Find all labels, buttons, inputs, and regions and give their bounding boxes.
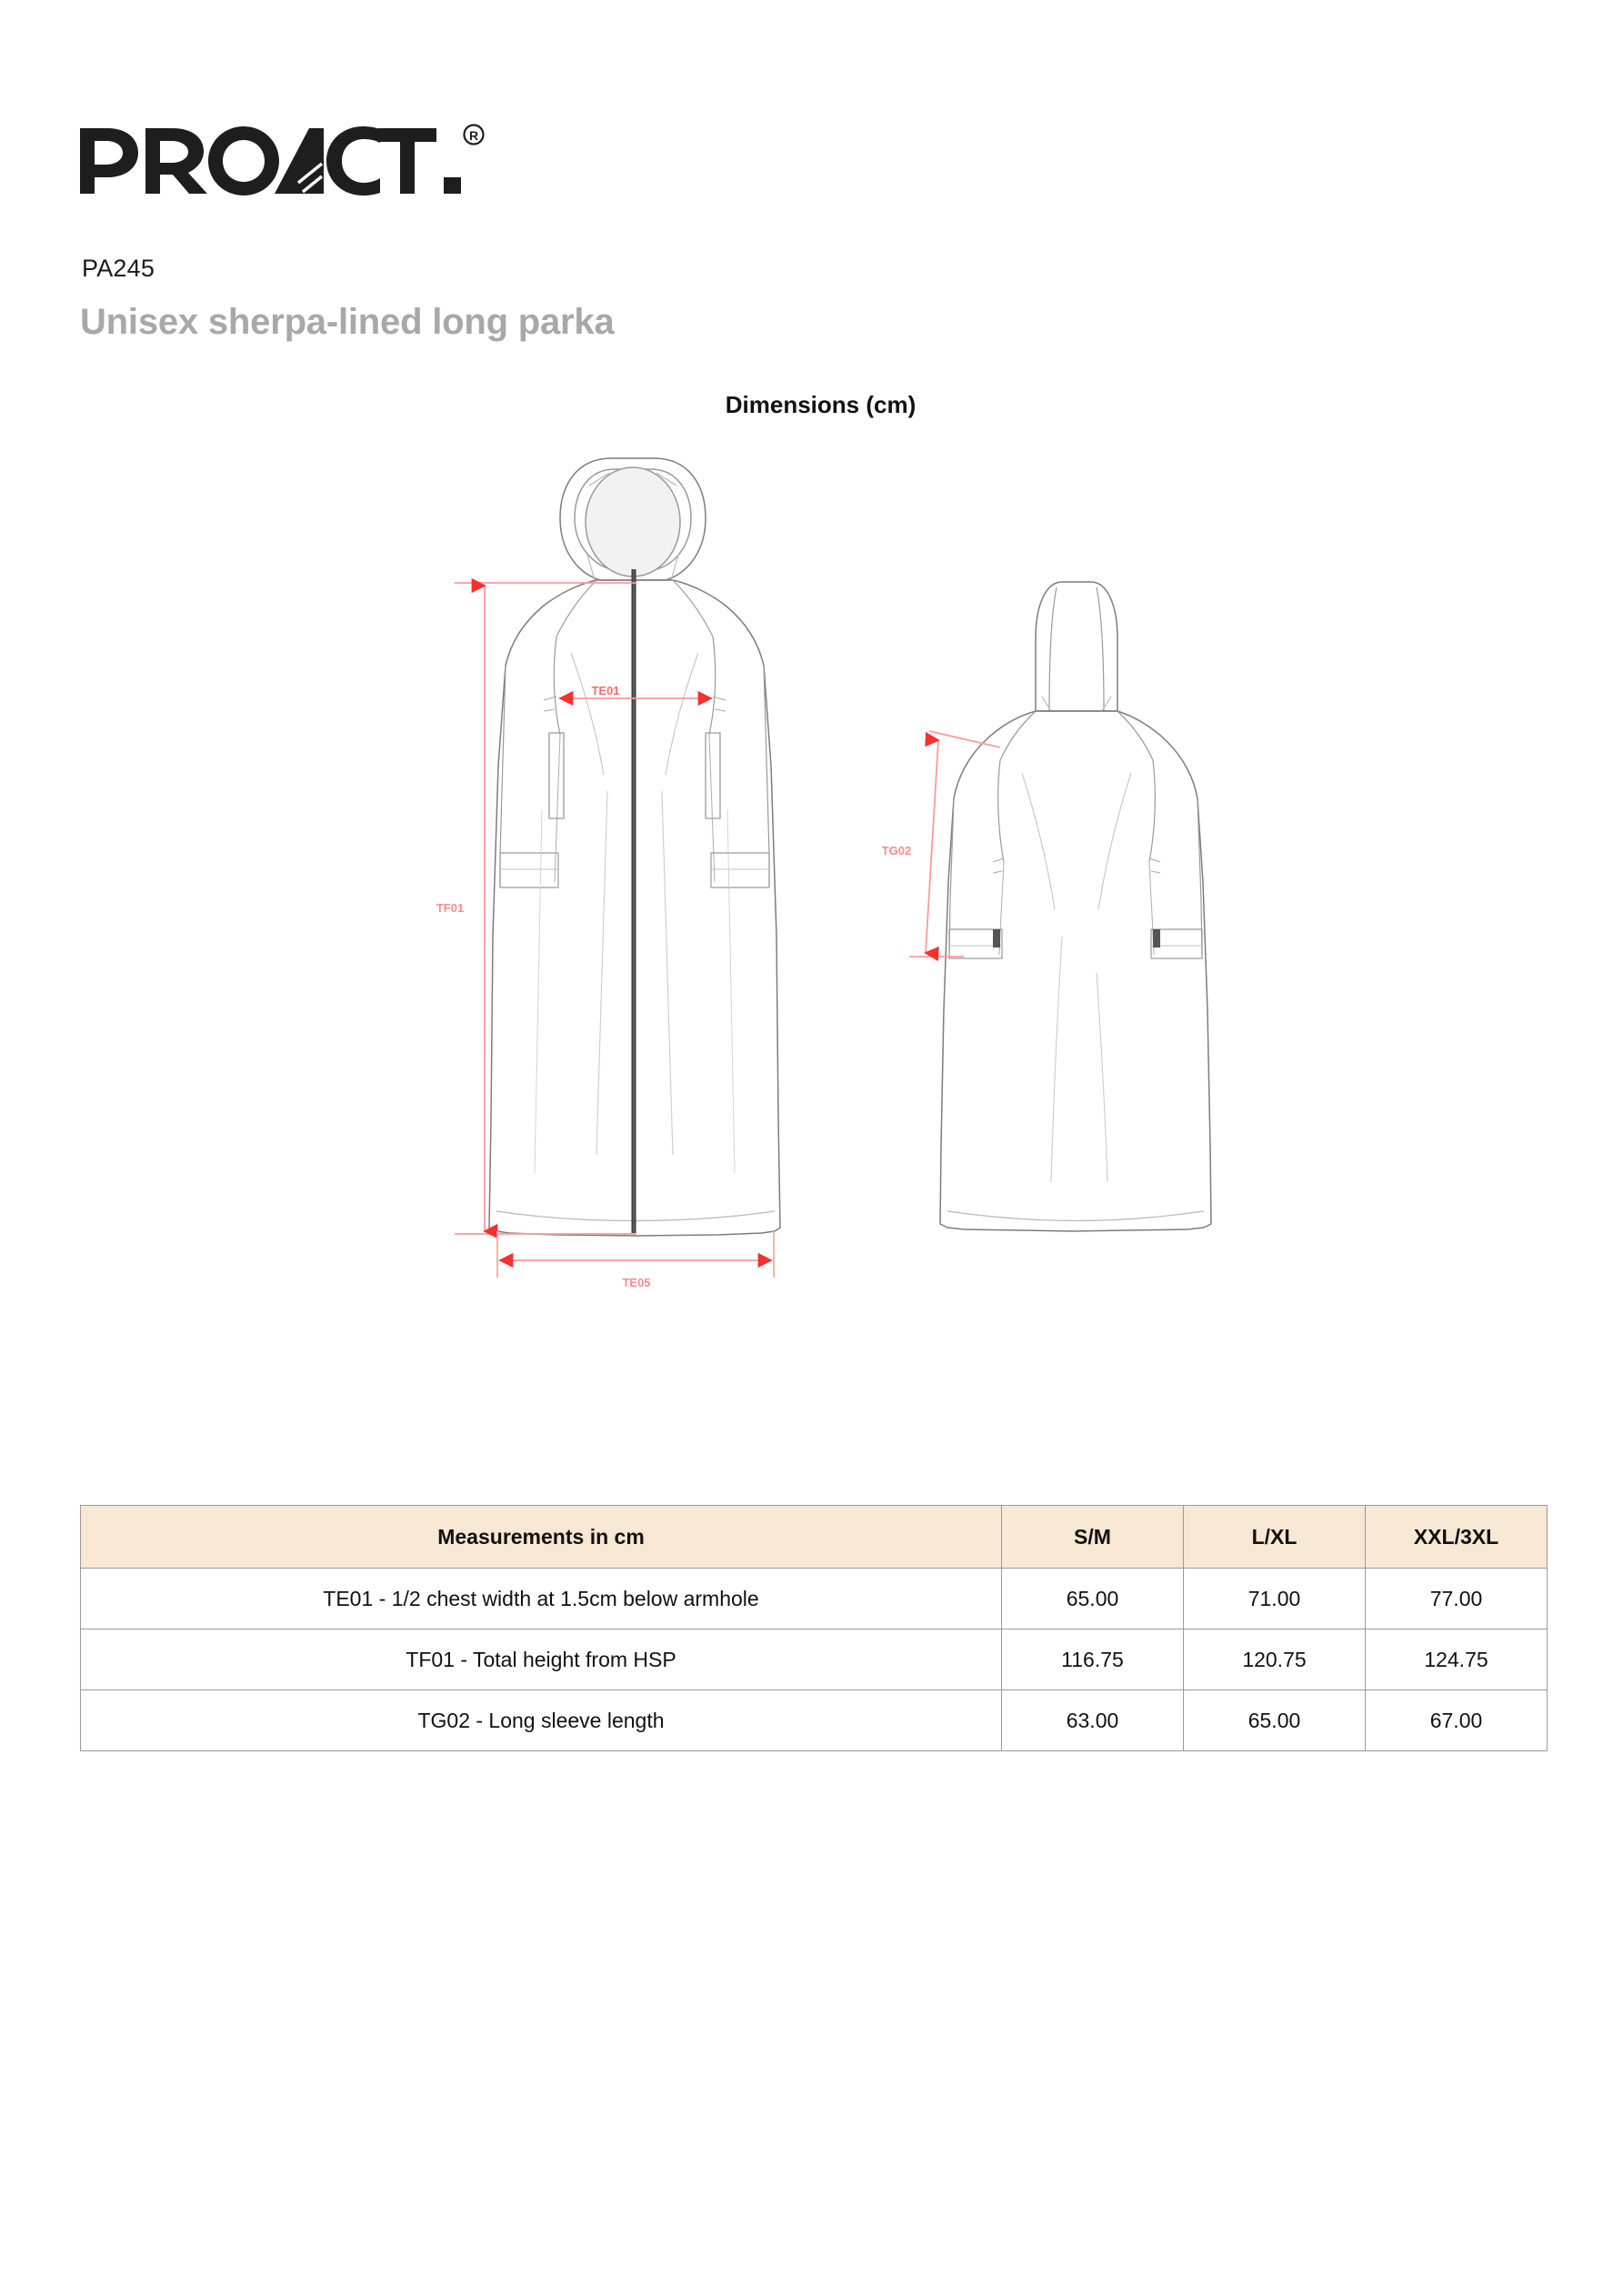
- proact-logotype: [80, 123, 507, 196]
- dimensions-heading: Dimensions (cm): [725, 391, 917, 418]
- row-label: TF01 - Total height from HSP: [81, 1629, 1002, 1690]
- column-header-xxl3xl: XXL/3XL: [1366, 1506, 1548, 1569]
- dimension-label-te01: TE01: [591, 684, 620, 697]
- row-value-sm: 63.00: [1002, 1690, 1184, 1751]
- column-header-lxl: L/XL: [1184, 1506, 1366, 1569]
- dimension-label-tf01: TF01: [436, 901, 465, 915]
- row-value-xxl3xl: 77.00: [1366, 1569, 1548, 1629]
- table-header-row: [81, 1506, 1548, 1569]
- brand-logo: [80, 123, 507, 196]
- svg-text:R: R: [468, 128, 479, 143]
- technical-drawing-stage: [0, 427, 1623, 1482]
- column-header-measurements: Measurements in cm: [81, 1506, 1002, 1569]
- row-value-lxl: 65.00: [1184, 1690, 1366, 1751]
- row-value-sm: 65.00: [1002, 1569, 1184, 1629]
- column-header-sm: S/M: [1002, 1506, 1184, 1569]
- row-value-lxl: 71.00: [1184, 1569, 1366, 1629]
- registered-trademark-icon: [465, 125, 484, 145]
- row-label: TE01 - 1/2 chest width at 1.5cm below armhole: [81, 1569, 1002, 1629]
- table-row: [81, 1690, 1548, 1751]
- product-sku: PA245: [82, 255, 155, 282]
- measurements-table: [80, 1505, 1548, 1751]
- dimension-label-tg02: TG02: [881, 844, 912, 857]
- dimension-te05: [497, 1231, 774, 1289]
- dimension-tg02: [882, 731, 1000, 957]
- dimension-tf01: [436, 583, 636, 1234]
- row-label: TG02 - Long sleeve length: [81, 1690, 1002, 1751]
- table-row: [81, 1629, 1548, 1690]
- table-row: [81, 1569, 1548, 1629]
- row-value-lxl: 120.75: [1184, 1629, 1366, 1690]
- back-view-garment: [940, 582, 1211, 1231]
- row-value-xxl3xl: 67.00: [1366, 1690, 1548, 1751]
- measurements-table-wrapper: [80, 1505, 1547, 1751]
- dimension-label-te05: TE05: [622, 1276, 651, 1289]
- row-value-sm: 116.75: [1002, 1629, 1184, 1690]
- product-title: Unisex sherpa-lined long parka: [80, 302, 615, 342]
- row-value-xxl3xl: 124.75: [1366, 1629, 1548, 1690]
